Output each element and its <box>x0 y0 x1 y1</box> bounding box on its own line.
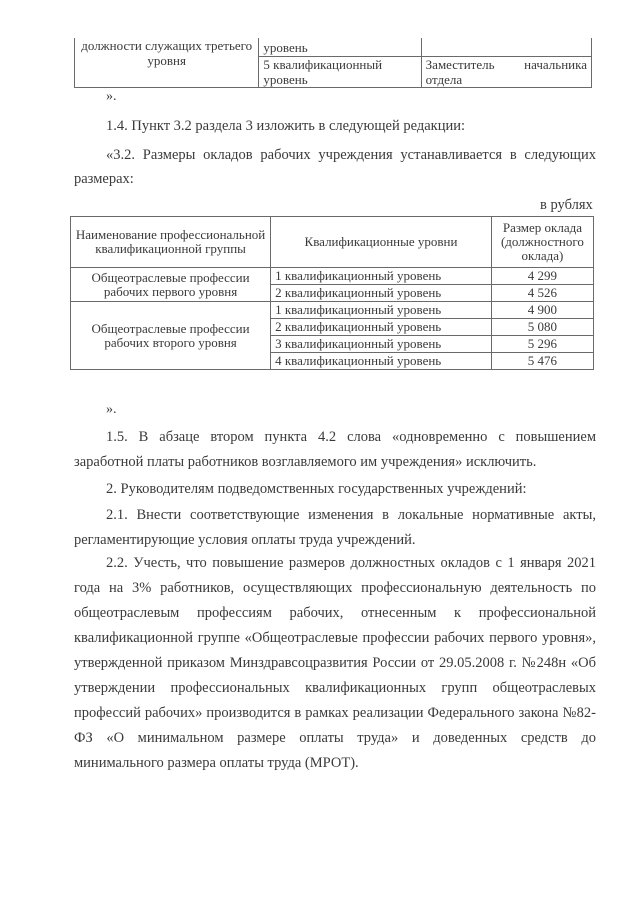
paragraph-3-2-line1: «3.2. Размеры окладов рабочих учреждения устанавливается в следующих <box>106 147 596 163</box>
paragraph-2-2: 2.2. Учесть, что повышение размеров должностных окладов с 1 января 2021 года на 3% работников, осуществляющих профессиональную деятельность по общеотраслевым профессиям рабочих, отнесенным к профессиональной квалификационной группе «Общеотраслевые профессии рабочих первого уровня», утвержденной приказом Минздравсоцразвития России от 29.05.2008 г. №248н «Об утверждении профессиональных квалификационных групп общеотраслевых профессий рабочих» производится в рамках реализации Федерального закона №82-ФЗ «О минимальном размере оплаты труда» и доведенных средств до минимального размера оплаты труда (МРОТ). <box>74 555 596 771</box>
paragraph-3-2-line2: размерах: <box>74 171 134 187</box>
level-cell: 2 квалификационный уровень <box>271 319 492 336</box>
salary-cell: 4 299 <box>491 268 593 285</box>
level-cell: 1 квалификационный уровень <box>271 268 492 285</box>
table-cell-empty <box>421 38 591 57</box>
top-table <box>74 38 592 88</box>
table-cell: уровень <box>259 38 421 57</box>
table-header-row <box>71 217 594 268</box>
table-cell-post: Заместитель начальника отдела <box>421 57 591 88</box>
paragraph-2: 2. Руководителям подведомственных государственных учреждений: <box>106 481 527 497</box>
level-cell: 4 квалификационный уровень <box>271 353 492 370</box>
salary-cell: 5 296 <box>491 336 593 353</box>
quote-close: ». <box>106 402 117 417</box>
table-row <box>71 268 594 285</box>
level-cell: 2 квалификационный уровень <box>271 285 492 302</box>
table-row <box>75 38 592 57</box>
header-levels: Квалификационные уровни <box>271 217 492 268</box>
salary-cell: 4 900 <box>491 302 593 319</box>
paragraph-1-4: 1.4. Пункт 3.2 раздела 3 изложить в следующей редакции: <box>106 118 466 134</box>
table-cell-level: 5 квалификационный уровень <box>259 57 421 88</box>
paragraph-2-1: 2.1. Внести соответствующие изменения в локальные нормативные акты, регламентирующие условия оплаты труда учреждений. <box>74 507 596 548</box>
units-label: в рублях <box>540 197 593 213</box>
level-cell: 1 квалификационный уровень <box>271 302 492 319</box>
group-name: Общеотраслевые профессии рабочих второго уровня <box>71 302 271 370</box>
salary-cell: 5 476 <box>491 353 593 370</box>
table-row <box>71 302 594 319</box>
table-cell-position: должности служащих третьего уровня <box>75 38 259 88</box>
paragraph-1-5: 1.5. В абзаце втором пункта 4.2 слова «одновременно с повышением заработной платы работников возглавляемого им учреждения» исключить. <box>74 429 596 470</box>
quote-close: ». <box>106 89 117 104</box>
salary-table <box>70 216 594 370</box>
group-name: Общеотраслевые профессии рабочих первого уровня <box>71 268 271 302</box>
level-cell: 3 квалификационный уровень <box>271 336 492 353</box>
header-group: Наименование профессиональной квалификационной группы <box>71 217 271 268</box>
salary-cell: 5 080 <box>491 319 593 336</box>
header-salary: Размер оклада (должностного оклада) <box>491 217 593 268</box>
salary-cell: 4 526 <box>491 285 593 302</box>
